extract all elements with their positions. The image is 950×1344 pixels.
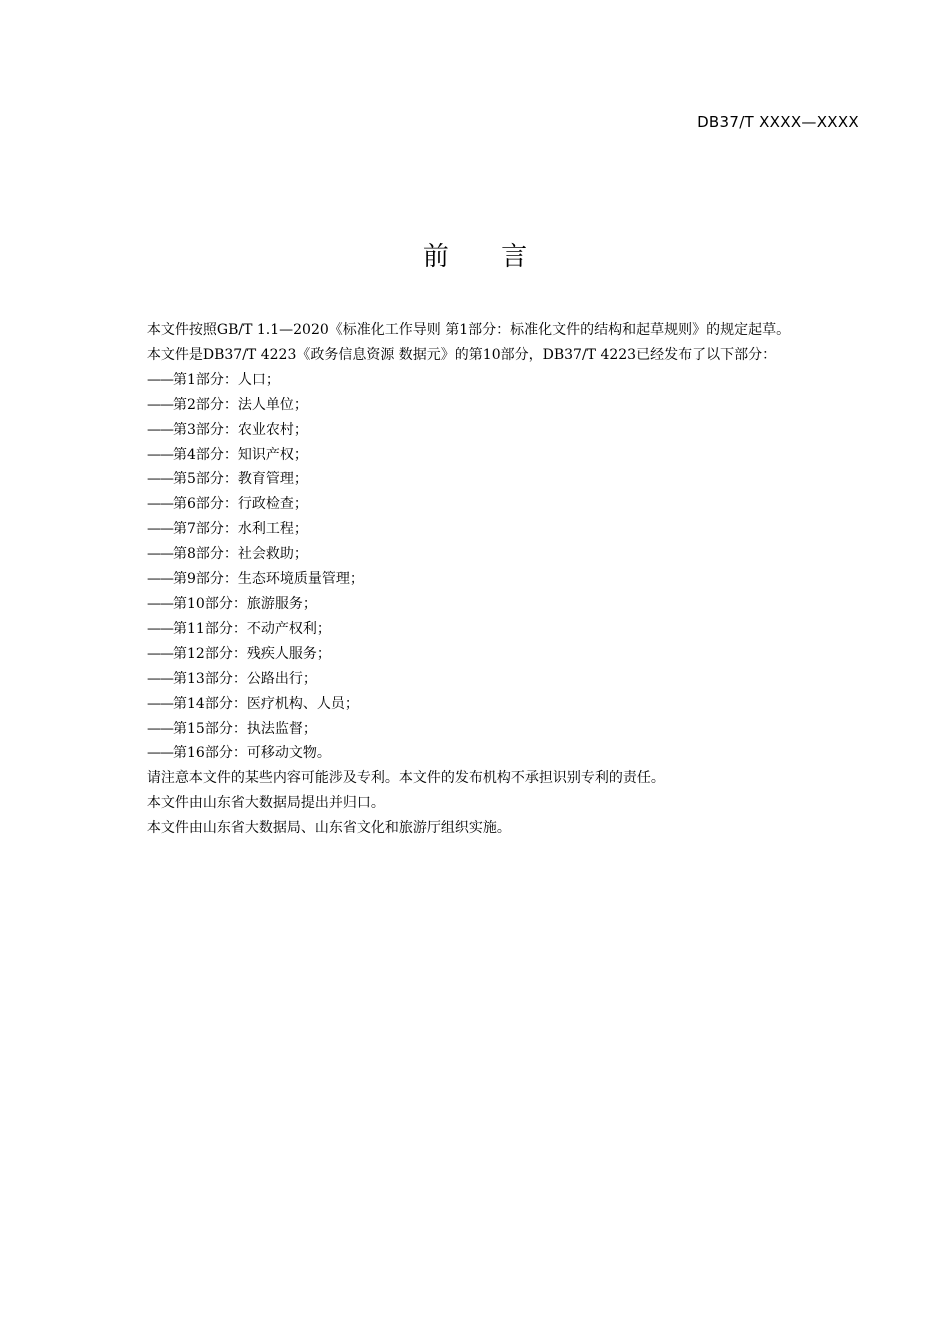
list-item bbox=[114, 741, 859, 766]
list-item-text: 第14部分：医疗机构、人员； bbox=[173, 695, 359, 712]
list-item bbox=[114, 717, 859, 742]
list-dash: —— bbox=[147, 546, 173, 563]
list-item bbox=[114, 492, 859, 517]
list-dash: —— bbox=[147, 446, 173, 463]
list-dash: —— bbox=[147, 371, 173, 388]
list-item-text: 第3部分：农业农村； bbox=[173, 421, 308, 438]
list-item-text: 第1部分：人口； bbox=[173, 371, 280, 388]
list-dash: —— bbox=[147, 396, 173, 413]
list-dash: —— bbox=[147, 421, 173, 438]
list-item bbox=[114, 418, 859, 443]
list-item bbox=[114, 368, 859, 393]
list-dash: —— bbox=[147, 620, 173, 637]
list-item bbox=[114, 467, 859, 492]
list-item-text: 第5部分：教育管理； bbox=[173, 471, 308, 488]
paragraph-drafting-basis: 本文件按照GB/T 1.1—2020《标准化工作导则 第1部分：标准化文件的结构和起草规则》的规定起草。 bbox=[146, 322, 791, 338]
list-dash: —— bbox=[147, 496, 173, 513]
list-item bbox=[114, 517, 859, 542]
list-item bbox=[114, 642, 859, 667]
list-dash: —— bbox=[147, 670, 173, 687]
foreword-body bbox=[114, 318, 859, 841]
list-item bbox=[114, 617, 859, 642]
list-item bbox=[114, 692, 859, 717]
page-title: 前 言 bbox=[422, 242, 550, 272]
list-item bbox=[114, 393, 859, 418]
list-item-text: 第8部分：社会救助； bbox=[173, 546, 308, 563]
published-parts-list bbox=[114, 368, 859, 767]
list-dash: —— bbox=[147, 720, 173, 737]
list-item-text: 第12部分：残疾人服务； bbox=[173, 645, 331, 662]
paragraph-implementer: 本文件由山东省大数据局、山东省文化和旅游厅组织实施。 bbox=[146, 820, 511, 837]
paragraph-proposer: 本文件由山东省大数据局提出并归口。 bbox=[146, 795, 385, 812]
list-item-text: 第13部分：公路出行； bbox=[173, 670, 317, 687]
list-item-text: 第2部分：法人单位； bbox=[173, 396, 308, 413]
list-item-text: 第16部分：可移动文物。 bbox=[173, 745, 331, 762]
list-dash: —— bbox=[147, 745, 173, 762]
list-item bbox=[114, 542, 859, 567]
list-dash: —— bbox=[147, 471, 173, 488]
list-dash: —— bbox=[147, 521, 173, 538]
list-item-text: 第4部分：知识产权； bbox=[173, 446, 308, 463]
list-dash: —— bbox=[147, 571, 173, 588]
list-item bbox=[114, 567, 859, 592]
list-item-text: 第15部分：执法监督； bbox=[173, 720, 317, 737]
list-item-text: 第6部分：行政检查； bbox=[173, 496, 308, 513]
list-item bbox=[114, 443, 859, 468]
list-item-text: 第9部分：生态环境质量管理； bbox=[173, 571, 364, 588]
list-dash: —— bbox=[147, 695, 173, 712]
paragraph-series-intro: 本文件是DB37/T 4223《政务信息资源 数据元》的第10部分，DB37/T 4223已经发布了以下部分： bbox=[146, 346, 777, 363]
document-code: DB37/T XXXX—XXXX bbox=[697, 113, 859, 131]
list-dash: —— bbox=[147, 595, 173, 612]
list-item-text: 第7部分：水利工程； bbox=[173, 521, 308, 538]
paragraph-patent-notice: 请注意本文件的某些内容可能涉及专利。本文件的发布机构不承担识别专利的责任。 bbox=[146, 770, 665, 787]
list-item bbox=[114, 667, 859, 692]
list-item bbox=[114, 592, 859, 617]
list-item-text: 第10部分：旅游服务； bbox=[173, 595, 317, 612]
list-dash: —— bbox=[147, 645, 173, 662]
list-item-text: 第11部分：不动产权利； bbox=[173, 620, 331, 637]
